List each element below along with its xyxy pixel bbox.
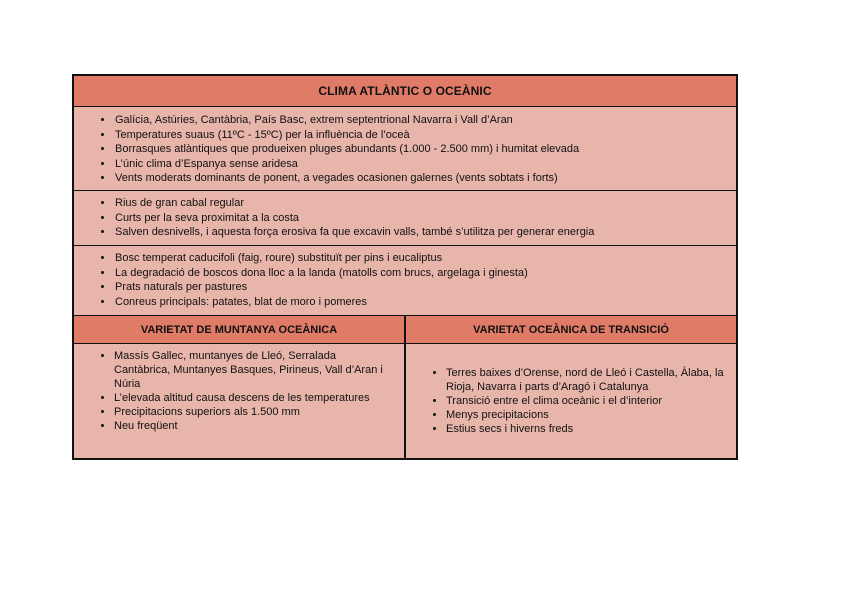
list-item: • Salven desnivells, i aquesta força erosiva fa que excavin valls, també s’utilitza per generar energia [114,225,736,240]
mountain-variety-cell [74,344,406,458]
variety-details [74,344,736,458]
list-item: • L’elevada altitud causa descens de les temperatures [114,391,394,405]
list-item: • Estius secs i hiverns freds [446,422,726,436]
list-item: • Temperatures suaus (11ºC - 15ºC) per la influència de l’oceà [114,128,736,143]
rivers-list [74,196,736,240]
list-item: • Vents moderats dominants de ponent, a vegades ocasionen galernes (vents sobtats i forts) [114,171,736,186]
list-item: • Prats naturals per pastures [114,280,736,295]
list-item: • Precipitacions superiors als 1.500 mm [114,405,394,419]
list-item: • Conreus principals: patates, blat de moro i pomeres [114,295,736,310]
general-features-list [74,113,736,186]
list-item: • Menys precipitacions [446,408,726,422]
list-item: • Borrasques atlàntiques que produeixen pluges abundants (1.000 - 2.500 mm) i humitat elevada [114,142,736,157]
vegetation-list [74,251,736,309]
variety-headings [74,316,736,344]
transition-variety-heading: VARIETAT OCEÀNICA DE TRANSICIÓ [406,316,736,343]
mountain-variety-list [74,349,404,433]
list-item: • Massís Gallec, muntanyes de Lleó, Serralada Cantàbrica, Muntanyes Basques, Pirineus, Vall d’Aran i Núria [114,349,394,391]
list-item: • Neu freqüent [114,419,394,433]
list-item: • L’únic clima d’Espanya sense aridesa [114,157,736,172]
table-title: CLIMA ATLÀNTIC O OCEÀNIC [74,76,736,107]
transition-variety-cell [406,344,736,458]
general-features-section [74,107,736,191]
vegetation-section [74,246,736,316]
list-item: • Galícia, Astúries, Cantàbria, País Basc, extrem septentrional Navarra i Vall d’Aran [114,113,736,128]
mountain-variety-heading: VARIETAT DE MUNTANYA OCEÀNICA [74,316,406,343]
list-item: • La degradació de boscos dona lloc a la landa (matolls com brucs, argelaga i ginesta) [114,266,736,281]
climate-table [72,74,738,460]
list-item: • Transició entre el clima oceànic i el d’interior [446,394,726,408]
list-item: • Bosc temperat caducifoli (faig, roure) substituït per pins i eucaliptus [114,251,736,266]
list-item: • Terres baixes d’Orense, nord de Lleó i Castella, Àlaba, la Rioja, Navarra i parts d’Aragó i Catalunya [446,366,726,394]
list-item: • Rius de gran cabal regular [114,196,736,211]
rivers-section [74,191,736,246]
list-item: • Curts per la seva proximitat a la costa [114,211,736,226]
transition-variety-list [406,366,736,436]
